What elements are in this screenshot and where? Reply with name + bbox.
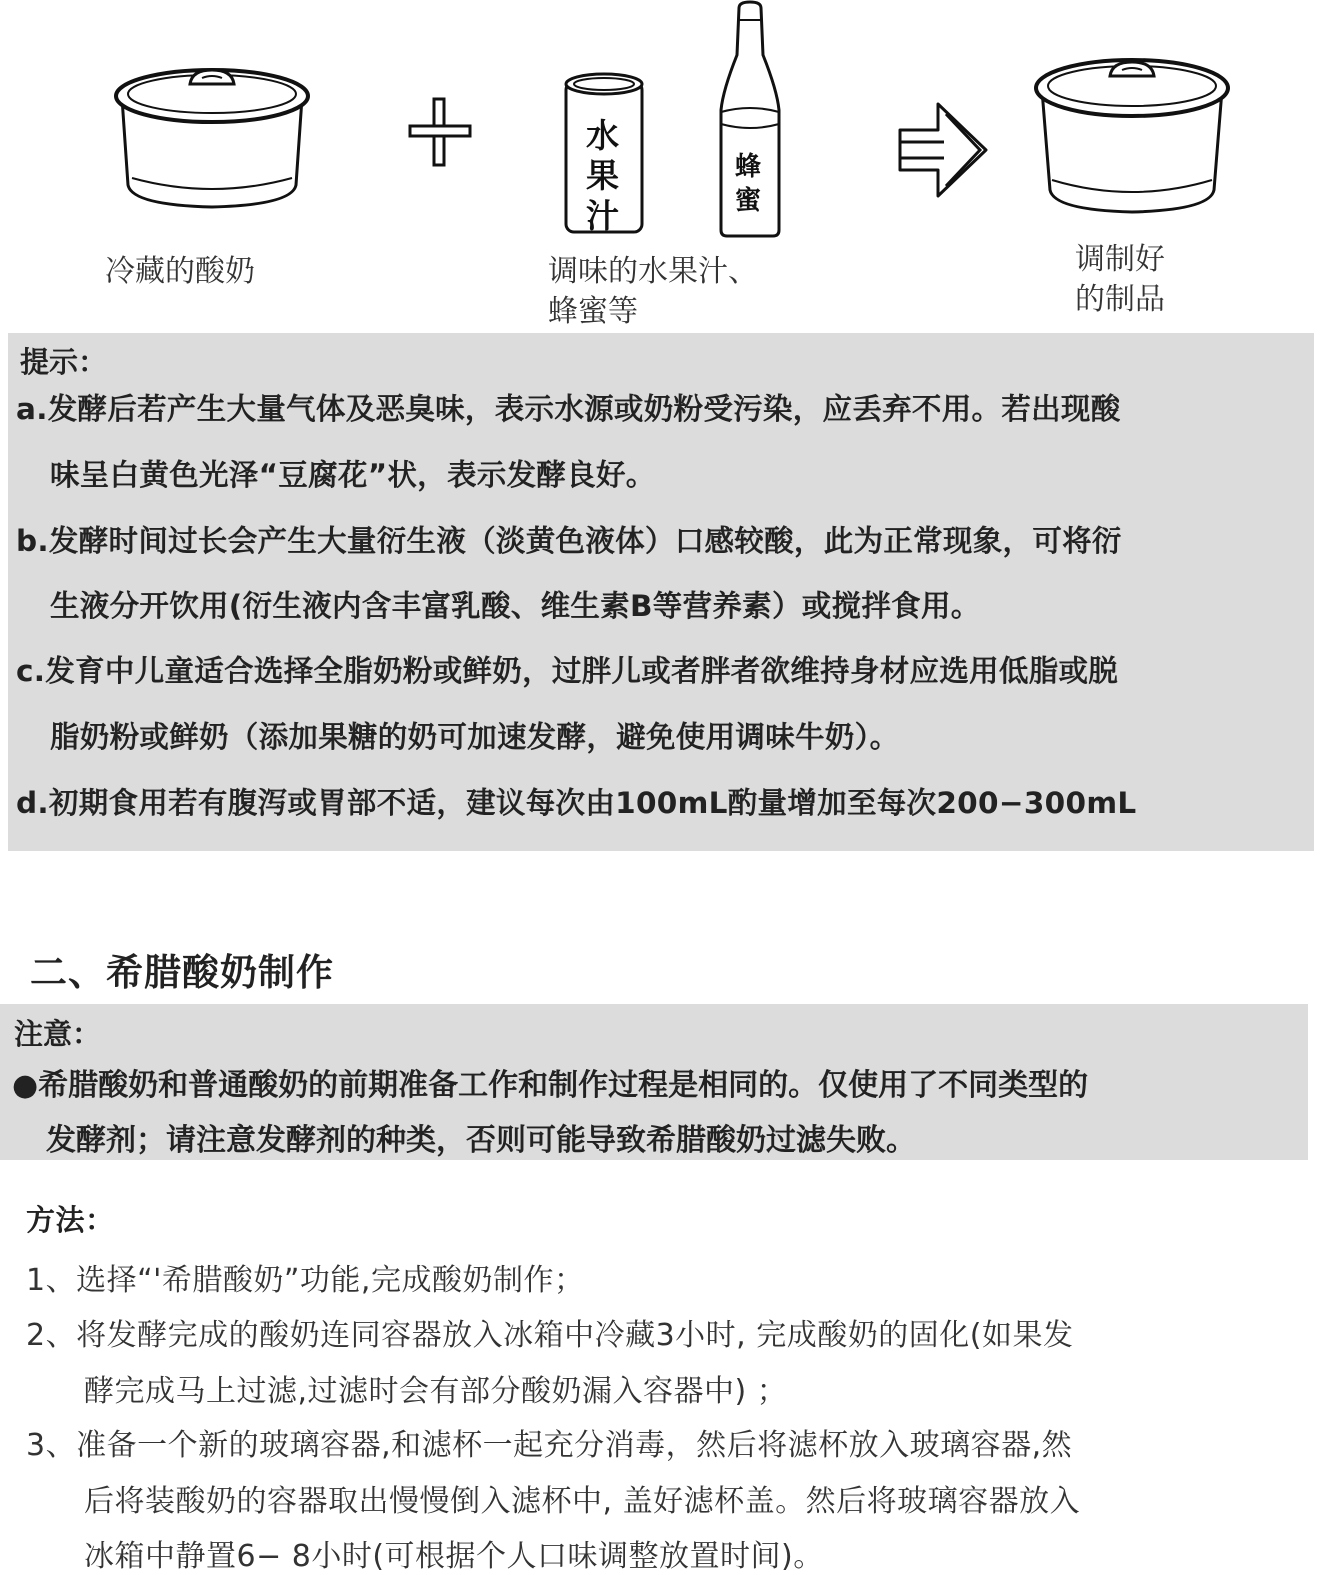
method-step-3-cont1: 后将装酸奶的容器取出慢慢倒入滤杯中, 盖好滤杯盖。然后将玻璃容器放入 (84, 1484, 1081, 1519)
method-step-3: 3、准备一个新的玻璃容器,和滤杯一起充分消毒，然后将滤杯放入玻璃容器,然 (26, 1428, 1073, 1463)
caption-result-line2: 的制品 (1075, 282, 1165, 317)
juice-label-3: 汁 (586, 196, 619, 235)
pot-icon (1030, 50, 1235, 215)
method-step-3-cont2: 冰箱中静置6− 8小时(可根据个人口味调整放置时间)。 (84, 1539, 824, 1574)
note-line-1: ●希腊酸奶和普通酸奶的前期准备工作和制作过程是相同的。仅使用了不同类型的 (12, 1068, 1089, 1103)
honey-label-1: 蜂 (735, 152, 762, 182)
tip-line-b1: b.发酵时间过长会产生大量衍生液（淡黄色液体）口感较酸，此为正常现象，可将衍 (16, 524, 1122, 558)
pot-icon (110, 60, 315, 210)
plus-icon (408, 97, 473, 167)
juice-label-1: 水 (586, 116, 619, 155)
method-step-2: 2、将发酵完成的酸奶连同容器放入冰箱中冷藏3小时, 完成酸奶的固化(如果发 (26, 1318, 1074, 1353)
tip-line-c2: 脂奶粉或鲜奶（添加果糖的奶可加速发酵，避免使用调味牛奶）。 (50, 720, 900, 754)
arrow-right-icon (898, 102, 990, 198)
tip-line-b2: 生液分开饮用(衍生液内含丰富乳酸、维生素B等营养素）或搅拌食用。 (50, 589, 981, 623)
caption-yogurt: 冷藏的酸奶 (105, 254, 255, 289)
tip-line-a1: a.发酵后若产生大量气体及恶臭味，表示水源或奶粉受污染，应丢弃不用。若出现酸 (16, 392, 1121, 426)
honey-label-2: 蜜 (735, 186, 762, 216)
caption-flavor-line1: 调味的水果汁、 (548, 254, 758, 289)
method-step-1: 1、选择“'希腊酸奶”功能,完成酸奶制作； (26, 1263, 585, 1298)
method-step-2-cont: 酵完成马上过滤,过滤时会有部分酸奶漏入容器中) ； (84, 1374, 788, 1409)
juice-label-2: 果 (586, 156, 619, 195)
tip-line-c1: c.发育中儿童适合选择全脂奶粉或鲜奶，过胖儿或者胖者欲维持身材应选用低脂或脱 (16, 654, 1119, 688)
tips-title: 提示： (20, 345, 108, 379)
section-title: 二、希腊酸奶制作 (30, 951, 334, 994)
method-title: 方法： (26, 1203, 115, 1237)
tip-line-d1: d.初期食用若有腹泻或胃部不适，建议每次由100mL酌量增加至每次200−300mL (16, 786, 1137, 820)
caption-flavor-line2: 蜂蜜等 (548, 294, 638, 329)
tip-line-a2: 味呈白黄色光泽“豆腐花”状，表示发酵良好。 (50, 458, 656, 492)
note-line-2: 发酵剂；请注意发酵剂的种类，否则可能导致希腊酸奶过滤失败。 (46, 1123, 916, 1158)
note-title: 注意： (14, 1017, 102, 1051)
caption-result-line1: 调制好 (1075, 242, 1165, 277)
